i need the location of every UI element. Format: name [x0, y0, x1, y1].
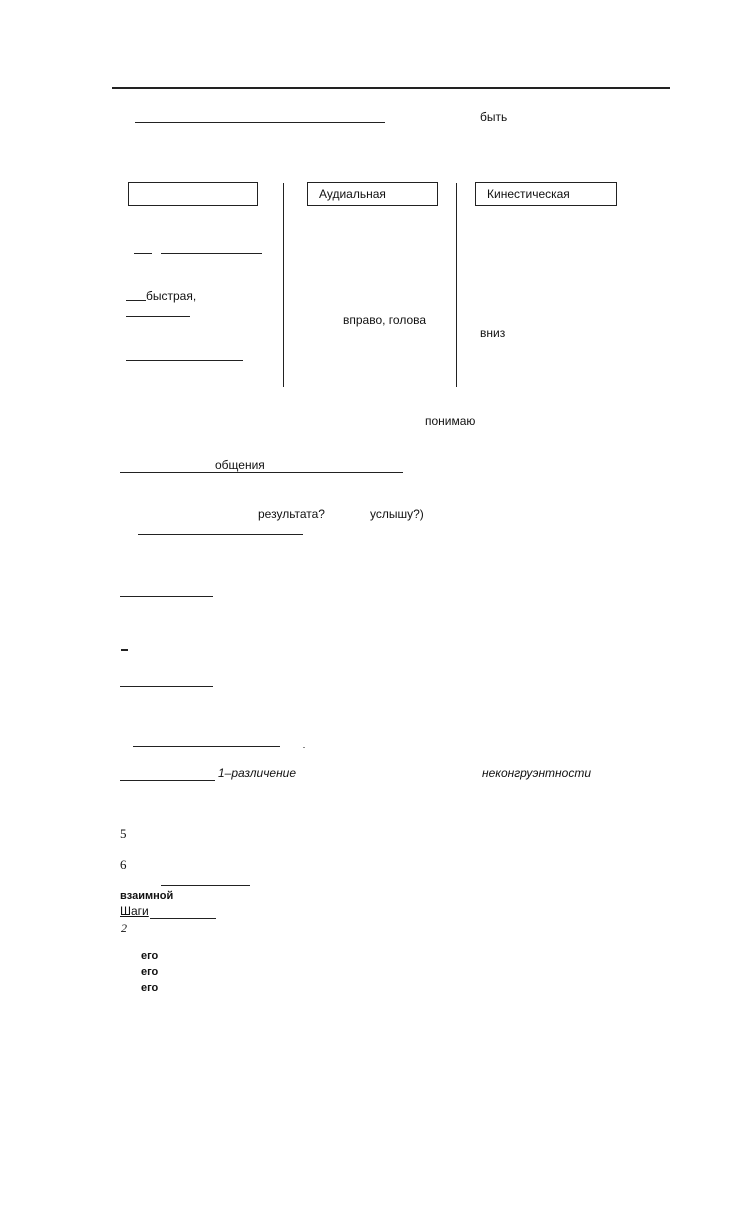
steps-word: Шаги	[120, 904, 149, 918]
column-header-kinesthetic: Кинестическая	[475, 182, 617, 206]
header-rule	[112, 87, 670, 89]
blank-line	[138, 534, 303, 535]
blank-line	[120, 472, 403, 473]
his-word-1: его	[141, 950, 159, 962]
his-word-2: его	[141, 966, 159, 978]
blank-dash	[126, 300, 146, 301]
column-header-1	[128, 182, 258, 206]
blank-line	[161, 253, 262, 254]
item-number-5: 5	[120, 826, 127, 841]
blank-line	[161, 885, 250, 886]
step-one: 1–различение	[218, 766, 297, 780]
dot-mark	[303, 747, 305, 748]
col2-fragment: вправо, голова	[343, 313, 427, 327]
mutual-word: взаимной	[120, 890, 174, 902]
incongruence-word: неконгруэнтности	[482, 766, 591, 780]
item-number-6: 6	[120, 857, 127, 872]
blank-line	[133, 746, 280, 747]
blank-line	[135, 122, 385, 123]
top-right-word: быть	[480, 110, 508, 124]
blank-dash	[121, 649, 128, 651]
blank-line	[120, 780, 215, 781]
question-result: результата?	[258, 507, 325, 521]
question-hear: услышу?)	[370, 507, 424, 521]
blank-line	[120, 686, 213, 687]
his-word-3: его	[141, 982, 159, 994]
column-divider-1	[283, 183, 284, 387]
item-number-2: 2	[121, 921, 127, 935]
blank-line	[150, 918, 216, 919]
column-divider-2	[456, 183, 457, 387]
col1-fragment: быстрая,	[146, 289, 197, 303]
blank-line	[126, 360, 243, 361]
communication-word: общения	[215, 458, 265, 472]
blank-line	[120, 596, 213, 597]
understand-word: понимаю	[425, 414, 476, 428]
col3-fragment: вниз	[480, 326, 506, 340]
blank-line	[126, 316, 190, 317]
column-header-auditory: Аудиальная	[307, 182, 438, 206]
blank-dash	[134, 253, 152, 254]
